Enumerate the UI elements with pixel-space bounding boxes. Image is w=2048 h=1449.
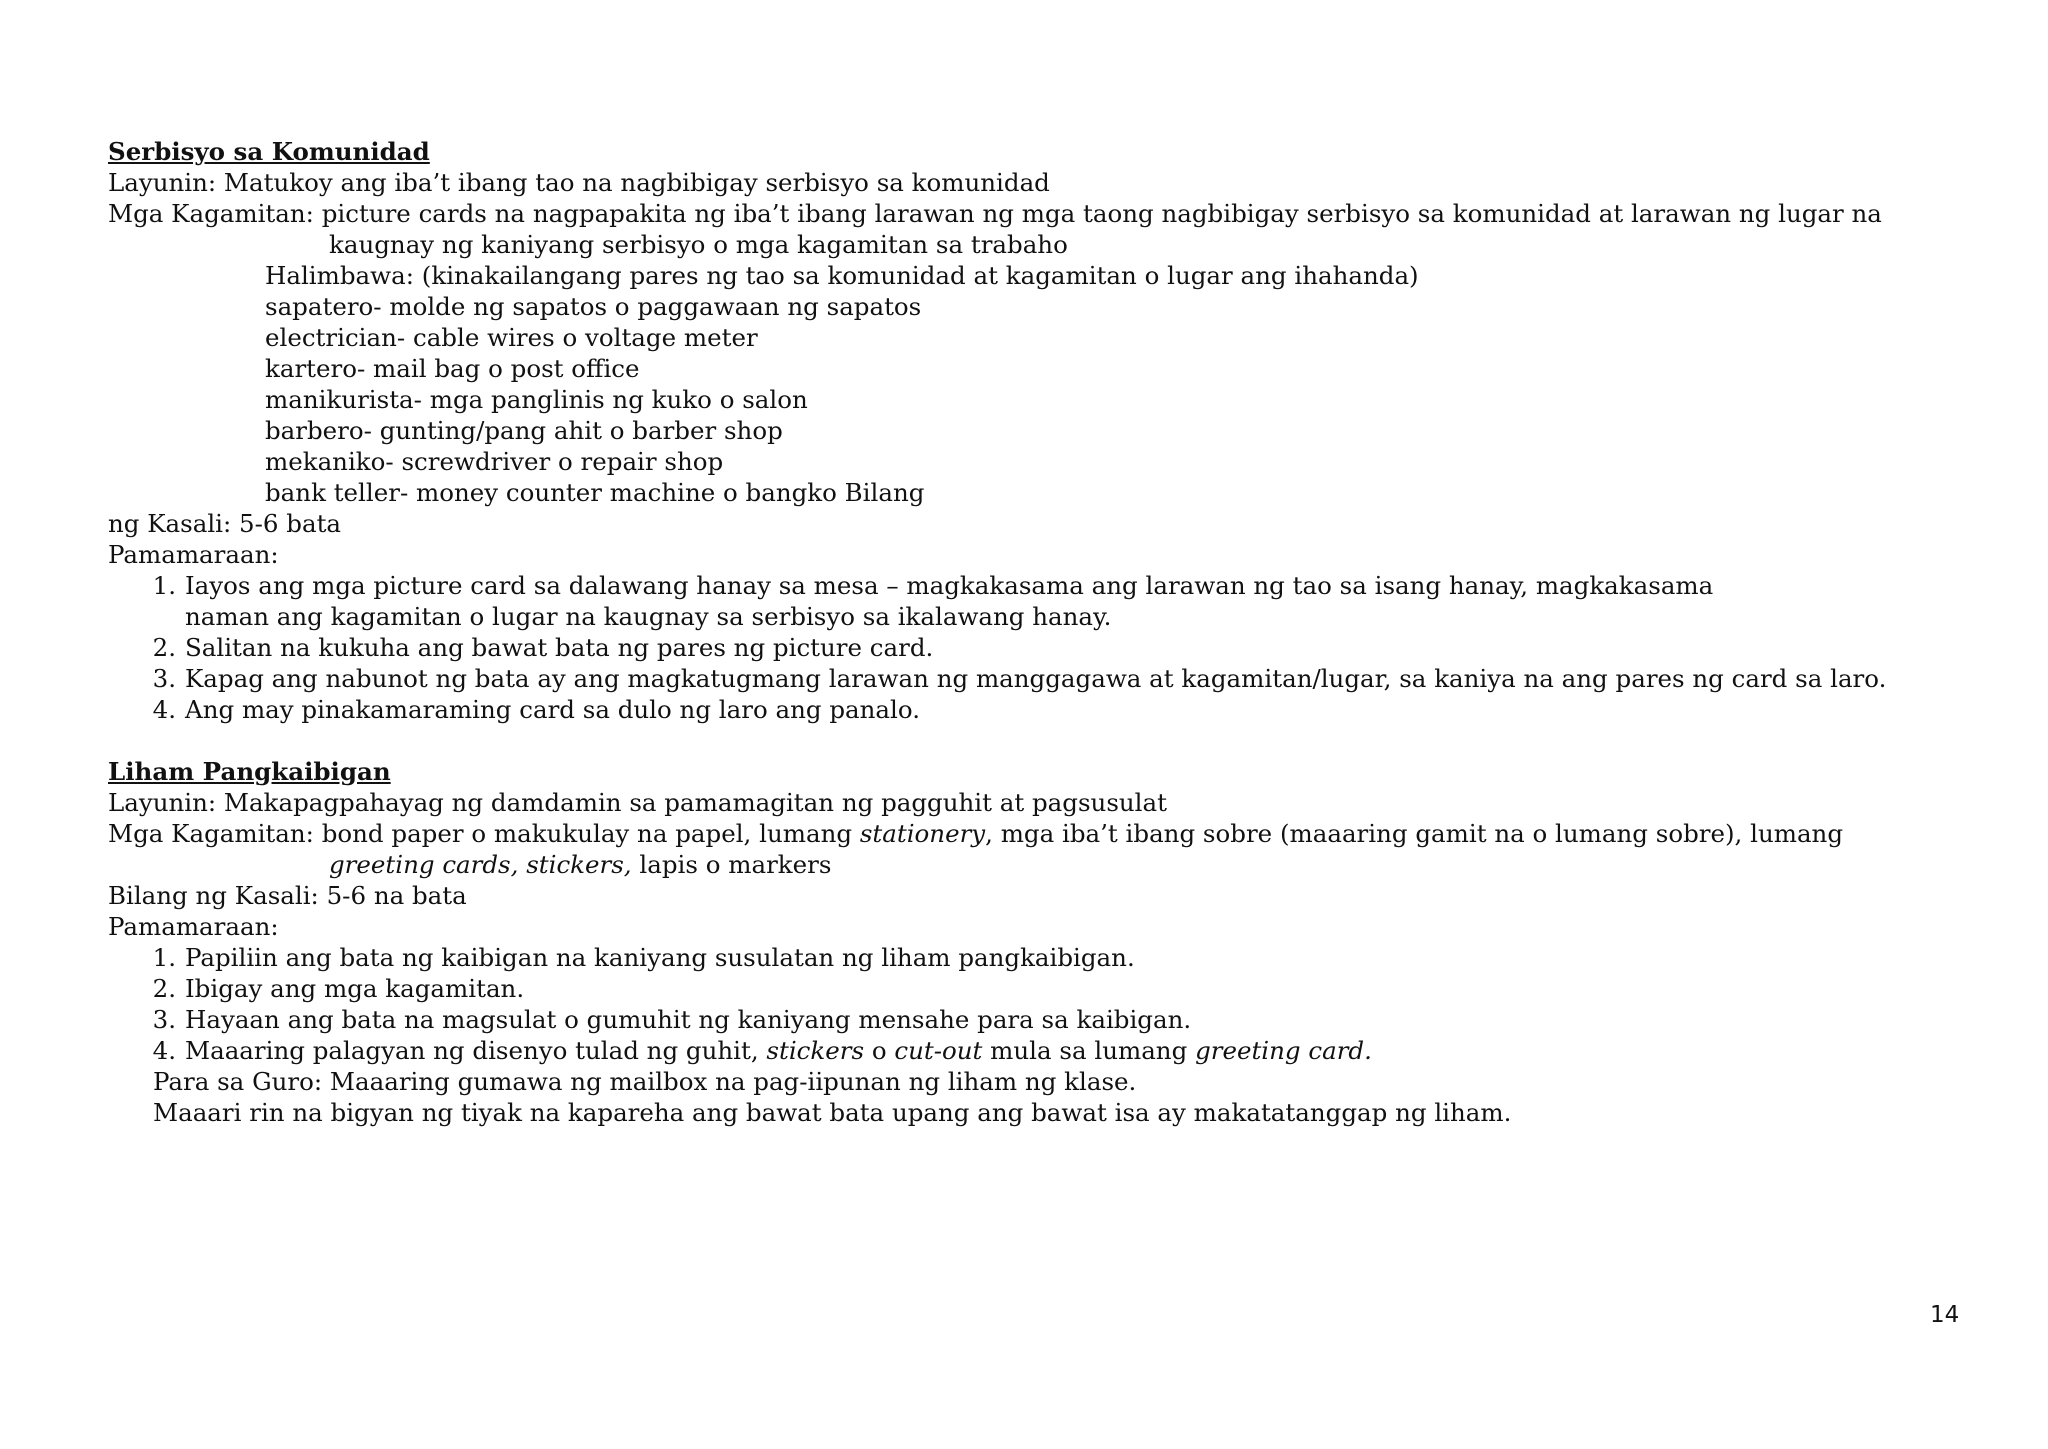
kagamitan-line-continued: greeting cards, stickers, lapis o markers (329, 850, 832, 879)
layunin-line: Layunin: Makapagpahayag ng damdamin sa pamamagitan ng pagguhit at pagsusulat (108, 788, 1167, 817)
list-item-continued: naman ang kagamitan o lugar na kaugnay sa serbisyo sa ikalawang hanay. (185, 602, 1112, 631)
list-item: 3. Kapag ang nabunot ng bata ay ang magkatugmang larawan ng manggagawa at kagamitan/lugar, sa kaniya na ang pares ng card sa laro. (152, 664, 1887, 693)
kagamitan-line-continued: kaugnay ng kaniyang serbisyo o mga kagamitan sa trabaho (329, 230, 1068, 259)
list-item: 4. Ang may pinakamaraming card sa dulo ng laro ang panalo. (152, 695, 920, 724)
layunin-line: Layunin: Matukoy ang iba’t ibang tao na nagbibigay serbisyo sa komunidad (108, 168, 1050, 197)
example-item: - money counter machine o bangko Bilang (399, 478, 925, 507)
halimbawa-line: Halimbawa: (kinakailangang pares ng tao sa komunidad at kagamitan o lugar ang ihahanda) (265, 261, 1419, 290)
kasali-line: Bilang ng Kasali: 5-6 na bata (108, 881, 467, 910)
page-content (108, 136, 2008, 1128)
example-item: - screwdriver o repair shop (385, 447, 724, 476)
page-number: 14 (1930, 1302, 1960, 1328)
list-item: 2. Salitan na kukuha ang bawat bata ng pares ng picture card. (152, 633, 934, 662)
teacher-note-continued: Maaari rin na bigyan ng tiyak na kapareha ang bawat bata upang ang bawat isa ay makatatanggap ng liham. (153, 1098, 1512, 1127)
example-item: - molde ng sapatos o paggawaan ng sapatos (373, 292, 922, 321)
example-item: - cable wires o voltage meter (396, 323, 758, 352)
pamamaraan-label: Pamamaraan: (108, 912, 279, 941)
example-row (108, 353, 2008, 384)
example-person: bank teller (265, 478, 400, 507)
pamamaraan-label: Pamamaraan: (108, 540, 279, 569)
example-person: kartero (265, 354, 357, 383)
list-item: 4. Maaaring palagyan ng disenyo tulad ng guhit, stickers o cut-out mula sa lumang greeting card. (152, 1036, 1372, 1065)
section-title-liham: Liham Pangkaibigan (108, 757, 391, 786)
list-item: 1. Papiliin ang bata ng kaibigan na kaniyang susulatan ng liham pangkaibigan. (152, 943, 1135, 972)
example-item: - mga panglinis ng kuko o salon (413, 385, 808, 414)
list-item: 1. Iayos ang mga picture card sa dalawang hanay sa mesa – magkakasama ang larawan ng tao sa isang hanay, magkakasama (152, 571, 1714, 600)
example-person: manikurista (265, 385, 414, 414)
example-person: electrician (265, 323, 397, 352)
list-item: 3. Hayaan ang bata na magsulat o gumuhit ng kaniyang mensahe para sa kaibigan. (152, 1005, 1192, 1034)
section-title-serbisyo: Serbisyo sa Komunidad (108, 137, 430, 166)
example-person: mekaniko (265, 447, 386, 476)
example-person: barbero (265, 416, 364, 445)
example-row (108, 322, 2008, 353)
example-item: - gunting/pang ahit o barber shop (363, 416, 783, 445)
kagamitan-line: Mga Kagamitan: picture cards na nagpapakita ng iba’t ibang larawan ng mga taong nagbibigay serbisyo sa komunidad at larawan ng lugar na (108, 199, 1882, 228)
example-person: sapatero (265, 292, 374, 321)
example-row (108, 446, 2008, 477)
example-item: - mail bag o post office (356, 354, 640, 383)
steps-list (108, 942, 2008, 1066)
steps-list (108, 570, 2008, 725)
example-row (108, 477, 2008, 508)
kasali-line: ng Kasali: 5-6 bata (108, 509, 342, 538)
kagamitan-line: Mga Kagamitan: bond paper o makukulay na papel, lumang stationery, mga iba’t ibang sobre (maaaring gamit na o lumang sobre), lumang (108, 819, 1844, 848)
example-row (108, 291, 2008, 322)
example-row (108, 384, 2008, 415)
teacher-note: Para sa Guro: Maaaring gumawa ng mailbox na pag-iipunan ng liham ng klase. (153, 1067, 1137, 1096)
list-item: 2. Ibigay ang mga kagamitan. (152, 974, 525, 1003)
example-row (108, 415, 2008, 446)
